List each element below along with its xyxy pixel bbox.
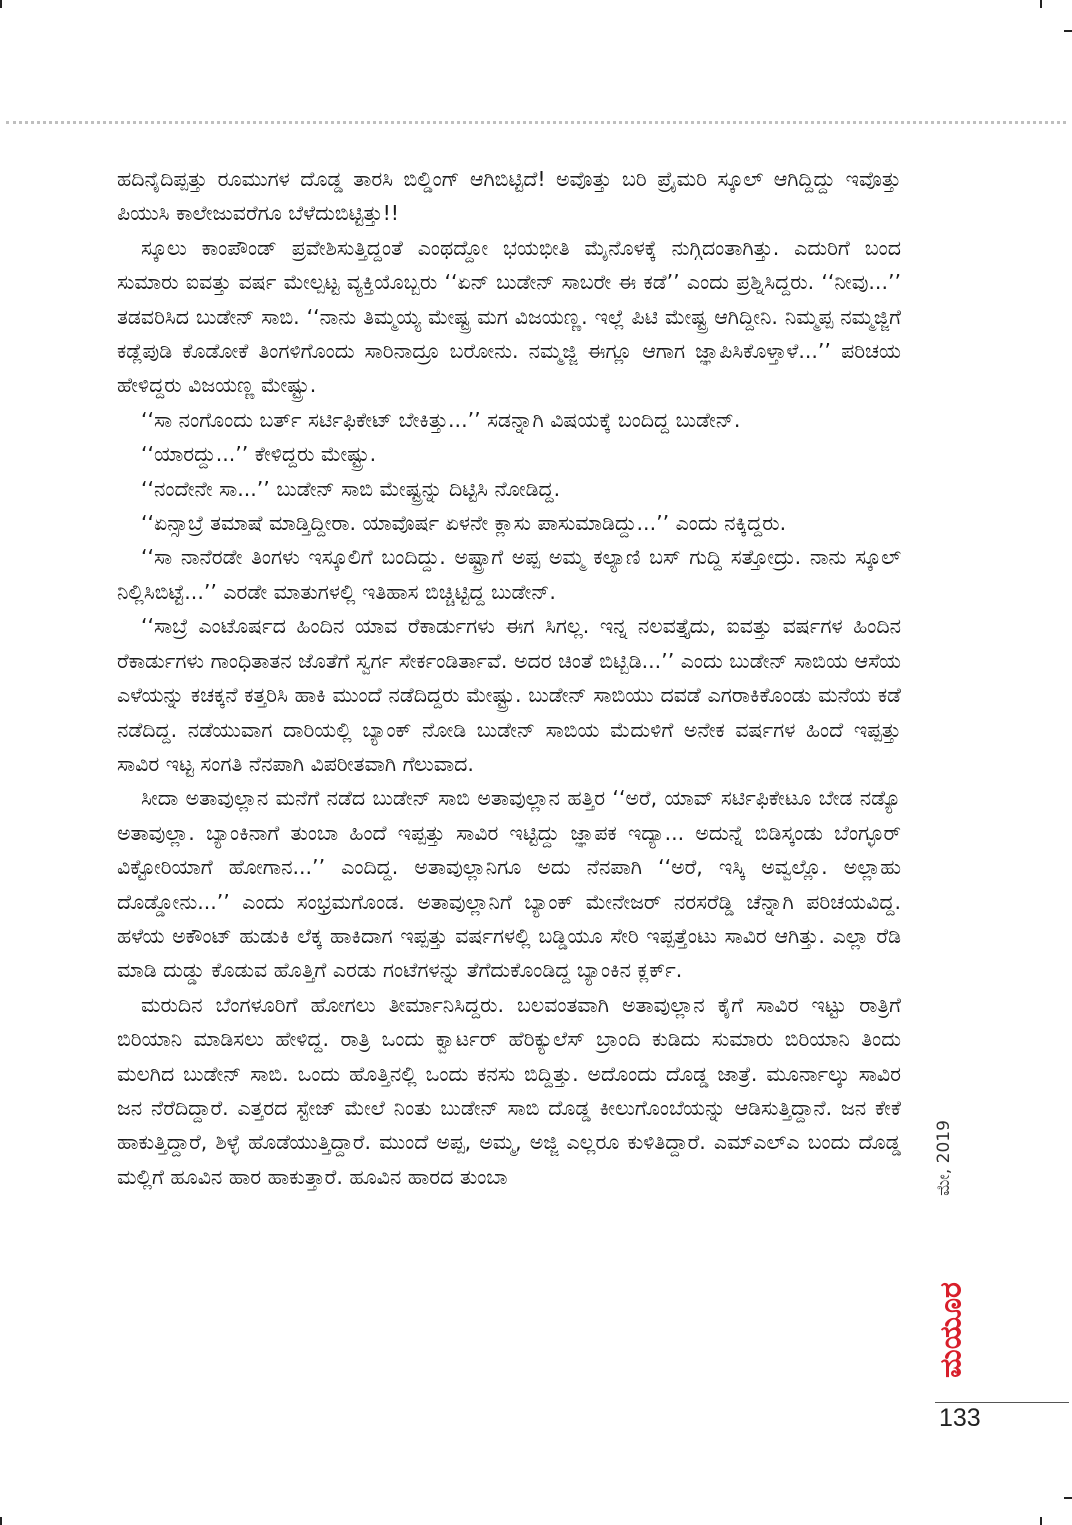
paragraph: ‘‘ಯಾರದ್ದು...’’ ಕೇಳಿದ್ದರು ಮೇಷ್ಟ್ರು. xyxy=(141,442,377,467)
crop-mark-top-right xyxy=(1040,0,1042,8)
paragraph: ‘‘ಏನ್ಸಾಬ್ರೆ ತಮಾಷೆ ಮಾಡ್ತಿದ್ದೀರಾ. ಯಾವೊರ್ಷ ಏಳನೇ ಕ್ಲಾಸು ಪಾಸುಮಾಡಿದ್ದು...’’ ಎಂದು ನಕ್ಕಿದ್ದರು. xyxy=(141,511,787,536)
crop-mark-right-upper xyxy=(1064,30,1072,32)
header-dotted-rule xyxy=(6,121,1066,124)
page-number: 133 xyxy=(939,1404,981,1432)
magazine-logo: ಮಯೂರ xyxy=(933,1282,969,1378)
footer-rule xyxy=(935,1402,1069,1403)
crop-mark-right-lower xyxy=(1064,1497,1072,1499)
paragraph: ಮರುದಿನ ಬೆಂಗಳೂರಿಗೆ ಹೋಗಲು ತೀರ್ಮಾನಿಸಿದ್ದರು. ಬಲವಂತವಾಗಿ ಅತಾವುಲ್ಲಾನ ಕೈಗೆ ಸಾವಿರ ಇಟ್ಟು ರಾತ್ರಿಗೆ ಬಿರಿಯಾನಿ ಮಾಡಿಸಲು ಹೇಳಿದ್ದ. ರಾತ್ರಿ ಒಂದು ಕ್ವಾರ್ಟರ್ ಹೆರಿಕ್ಯುಲೆಸ್ ಬ್ರಾಂದಿ ಕುಡಿದು ಸುಮಾರು ಬಿರಿಯಾನಿ ತಿಂದು ಮಲಗಿದ ಬುಡೇನ್ ಸಾಬಿ. ಒಂದು ಹೊತ್ತಿನಲ್ಲಿ ಒಂದು ಕನಸು ಬಿದ್ದಿತ್ತು. ಅದೊಂದು ದೊಡ್ಡ ಜಾತ್ರೆ. ಮೂರ್ನಾಲ್ಕು ಸಾವಿರ ಜನ ನೆರೆದಿದ್ದಾರೆ. ಎತ್ತರದ ಸ್ಟೇಜ್ ಮೇಲೆ ನಿಂತು ಬುಡೇನ್ ಸಾಬಿ ದೊಡ್ಡ ಕೀಲುಗೊಂಬೆಯನ್ನು ಆಡಿಸುತ್ತಿದ್ದಾನೆ. ಜನ ಕೇಕೆ ಹಾಕುತ್ತಿದ್ದಾರೆ, ಶಿಳ್ಳೆ ಹೊಡೆಯುತ್ತಿದ್ದಾರೆ. ಮುಂದೆ ಅಪ್ಪ, ಅಮ್ಮ, ಅಜ್ಜಿ ಎಲ್ಲರೂ ಕುಳಿತಿದ್ದಾರೆ. ಎಮ್‌ಎಲ್‌ಎ ಬಂದು ದೊಡ್ಡ ಮಲ್ಲಿಗೆ ಹೂವಿನ ಹಾರ ಹಾಕುತ್ತಾರೆ. ಹೂವಿನ ಹಾರದ ತುಂಬಾ xyxy=(117,992,901,1189)
paragraph: ‘‘ಸಾ ನಂಗೊಂದು ಬರ್ತ್ ಸರ್ಟಿಫಿಕೇಟ್ ಬೇಕಿತ್ತು...’’ ಸಡನ್ನಾಗಿ ವಿಷಯಕ್ಕೆ ಬಂದಿದ್ದ ಬುಡೇನ್. xyxy=(141,407,741,432)
paragraph: ‘‘ಸಾಬ್ರೆ ಎಂಟೊರ್ಷದ ಹಿಂದಿನ ಯಾವ ರೆಕಾರ್ಡುಗಳು ಈಗ ಸಿಗಲ್ಲ. ಇನ್ನ ನಲವತ್ತೈದು, ಐವತ್ತು ವರ್ಷಗಳ ಹಿಂದಿನ ರೆಕಾರ್ಡುಗಳು ಗಾಂಧಿತಾತನ ಜೊತೆಗೆ ಸ್ವರ್ಗ ಸೇರ್ಕಂಡಿರ್ತಾವೆ. ಅದರ ಚಿಂತೆ ಬಿಟ್ಬಿಡಿ...’’ ಎಂದು ಬುಡೇನ್ ಸಾಬಿಯ ಆಸೆಯ ಎಳೆಯನ್ನು ಕಚಕ್ಕನೆ ಕತ್ತರಿಸಿ ಹಾಕಿ ಮುಂದೆ ನಡೆದಿದ್ದರು ಮೇಷ್ಟ್ರು. ಬುಡೇನ್ ಸಾಬಿಯು ದವಡೆ ಎಗರಾಕಿಕೊಂಡು ಮನೆಯ ಕಡೆ ನಡೆದಿದ್ದ. ನಡೆಯುವಾಗ ದಾರಿಯಲ್ಲಿ ಬ್ಯಾಂಕ್ ನೋಡಿ ಬುಡೇನ್ ಸಾಬಿಯ ಮೆದುಳಿಗೆ ಅನೇಕ ವರ್ಷಗಳ ಹಿಂದೆ ಇಪ್ಪತ್ತು ಸಾವಿರ ಇಟ್ಟ ಸಂಗತಿ ನೆನಪಾಗಿ ವಿಪರೀತವಾಗಿ ಗೆಲುವಾದ. xyxy=(117,614,901,776)
paragraph: ಹದಿನೈದಿಪ್ಪತ್ತು ರೂಮುಗಳ ದೊಡ್ಡ ತಾರಸಿ ಬಿಲ್ಡಿಂಗ್ ಆಗಿಬಿಟ್ಟಿದೆ! ಅವೊತ್ತು ಬರಿ ಪ್ರೈಮರಿ ಸ್ಕೂಲ್ ಆಗಿದ್ದಿದ್ದು ಇವೊತ್ತು ಪಿಯುಸಿ ಕಾಲೇಜುವರೆಗೂ ಬೆಳೆದುಬಿಟ್ಟಿತ್ತು!! xyxy=(117,167,901,226)
paragraph: ‘‘ನಂದೇನೇ ಸಾ...’’ ಬುಡೇನ್ ಸಾಬಿ ಮೇಷ್ಟ್ರನ್ನು ದಿಟ್ಟಿಸಿ ನೋಡಿದ್ದ. xyxy=(141,476,561,501)
paragraph: ಸ್ಕೂಲು ಕಾಂಪೌಂಡ್ ಪ್ರವೇಶಿಸುತ್ತಿದ್ದಂತೆ ಎಂಥದ್ದೋ ಭಯಭೀತಿ ಮೈನೊಳಕ್ಕೆ ನುಗ್ಗಿದಂತಾಗಿತ್ತು. ಎದುರಿಗೆ ಬಂದ ಸುಮಾರು ಐವತ್ತು ವರ್ಷ ಮೇಲ್ಪಟ್ಟ ವ್ಯಕ್ತಿಯೊಬ್ಬರು ‘‘ಏನ್ ಬುಡೇನ್ ಸಾಬರೇ ಈ ಕಡೆ’’ ಎಂದು ಪ್ರಶ್ನಿಸಿದ್ದರು. ‘‘ನೀವು...’’ ತಡವರಿಸಿದ ಬುಡೇನ್ ಸಾಬಿ. ‘‘ನಾನು ತಿಮ್ಮಯ್ಯ ಮೇಷ್ಟ್ರ ಮಗ ವಿಜಯಣ್ಣ. ಇಲ್ಲೆ ಪಿಟಿ ಮೇಷ್ಟ್ರ ಆಗಿದ್ದೀನಿ. ನಿಮ್ಮಪ್ಪ ನಮ್ಮಜ್ಜಿಗೆ ಕಡ್ಲೆಪುಡಿ ಕೊಡೋಕೆ ತಿಂಗಳಿಗೊಂದು ಸಾರಿನಾದ್ರೂ ಬರೋನು. ನಮ್ಮಜ್ಜಿ ಈಗ್ಲೂ ಆಗಾಗ ಜ್ಞಾಪಿಸಿಕೊಳ್ತಾಳೆ...’’ ಪರಿಚಯ ಹೇಳಿದ್ದರು ವಿಜಯಣ್ಣ ಮೇಷ್ಟ್ರು. xyxy=(117,235,901,398)
paragraph: ಸೀದಾ ಅತಾವುಲ್ಲಾನ ಮನೆಗೆ ನಡೆದ ಬುಡೇನ್ ಸಾಬಿ ಅತಾವುಲ್ಲಾನ ಹತ್ತಿರ ‘‘ಅರೆ, ಯಾವ್ ಸರ್ಟಿಫಿಕೇಟೂ ಬೇಡ ನಡ್ಯೊ ಅತಾವುಲ್ಲಾ. ಬ್ಯಾಂಕಿನಾಗೆ ತುಂಬಾ ಹಿಂದೆ ಇಪ್ಪತ್ತು ಸಾವಿರ ಇಟ್ಟಿದ್ದು ಜ್ಞಾಪಕ ಇದ್ಯಾ... ಅದುನ್ನೆ ಬಿಡಿಸ್ಕಂಡು ಬೆಂಗ್ಳೂರ್ ವಿಕ್ಟೋರಿಯಾಗೆ ಹೋಗಾನ...’’ ಎಂದಿದ್ದ. ಅತಾವುಲ್ಲಾನಿಗೂ ಅದು ನೆನಪಾಗಿ ‘‘ಅರೆ, ಇಸ್ಕಿ ಅವ್ವಲ್ಲೊ. ಅಲ್ಲಾಹು ದೊಡ್ಡೋನು...’’ ಎಂದು ಸಂಭ್ರಮಗೊಂಡ. ಅತಾವುಲ್ಲಾನಿಗೆ ಬ್ಯಾಂಕ್ ಮೇನೇಜರ್ ನರಸರೆಡ್ಡಿ ಚೆನ್ನಾಗಿ ಪರಿಚಯವಿದ್ದ. ಹಳೆಯ ಅಕೌಂಟ್ ಹುಡುಕಿ ಲೆಕ್ಕ ಹಾಕಿದಾಗ ಇಪ್ಪತ್ತು ವರ್ಷಗಳಲ್ಲಿ ಬಡ್ಡಿಯೂ ಸೇರಿ ಇಪ್ಪತ್ತೆಂಟು ಸಾವಿರ ಆಗಿತ್ತು. ಎಲ್ಲಾ ರೆಡಿ ಮಾಡಿ ದುಡ್ಡು ಕೊಡುವ ಹೊತ್ತಿಗೆ ಎರಡು ಗಂಟೆಗಳನ್ನು ತೆಗೆದುಕೊಂಡಿದ್ದ ಬ್ಯಾಂಕಿನ ಕ್ಲರ್ಕ್. xyxy=(117,786,901,983)
crop-mark-bottom-left xyxy=(0,1517,2,1525)
issue-date: ಮೇ, 2019 xyxy=(934,1120,954,1196)
article-body xyxy=(117,162,901,1194)
crop-mark-top-left xyxy=(0,0,2,8)
paragraph: ‘‘ಸಾ ನಾನೆರಡೇ ತಿಂಗಳು ಇಸ್ಕೂಲಿಗೆ ಬಂದಿದ್ದು. ಅಷ್ಟ್ರಾಗೆ ಅಪ್ಪ ಅಮ್ಮ ಕಲ್ಯಾಣಿ ಬಸ್ ಗುದ್ದಿ ಸತ್ತೋದ್ರು. ನಾನು ಸ್ಕೂಲ್ ನಿಲ್ಲಿಸಿಬಿಟ್ಟೆ...’’ ಎರಡೇ ಮಾತುಗಳಲ್ಲಿ ಇತಿಹಾಸ ಬಿಚ್ಚಿಟ್ಟಿದ್ದ ಬುಡೇನ್. xyxy=(117,545,901,604)
crop-mark-bottom-right xyxy=(1040,1517,1042,1525)
